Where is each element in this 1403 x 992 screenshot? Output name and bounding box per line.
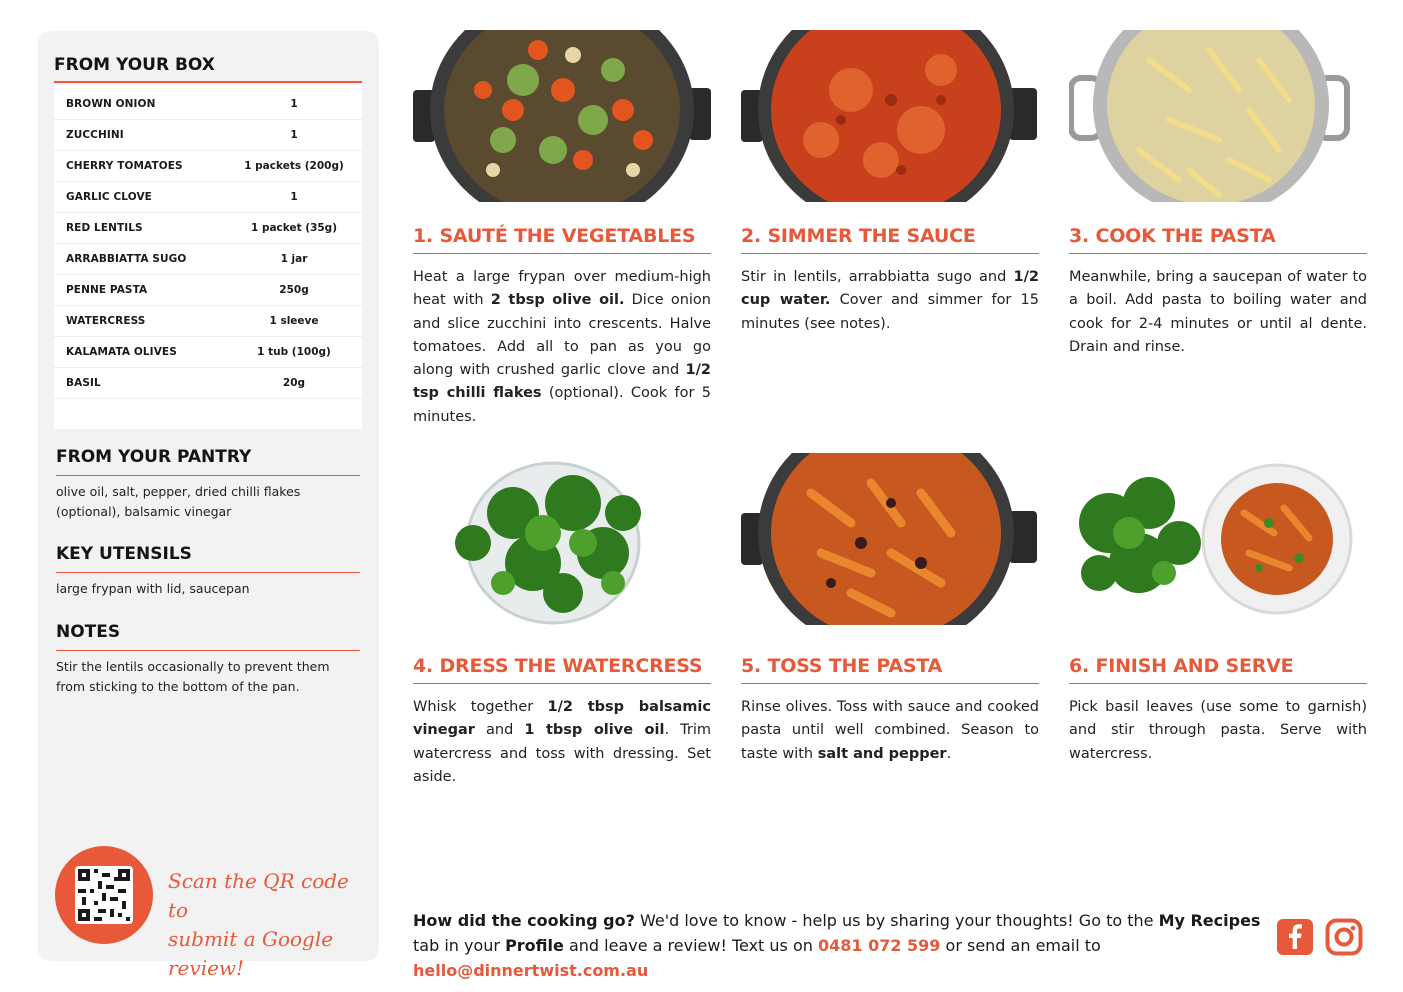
ingredient-row	[54, 244, 362, 275]
footer-text-segment: Profile	[505, 936, 564, 955]
ingredient-quantity: 1	[290, 98, 298, 110]
ingredient-quantity: 1 tub (100g)	[257, 346, 331, 358]
ingredient-name: BASIL	[66, 377, 101, 389]
ingredient-quantity: 1 jar	[280, 253, 308, 265]
ingredient-quantity: 1	[290, 191, 298, 203]
ingredient-name: CHERRY TOMATOES	[66, 160, 183, 172]
step-1-title: 1. SAUTÉ THE VEGETABLES	[413, 223, 711, 254]
cooked-pasta-image	[1069, 30, 1367, 202]
finished-dish-image	[1069, 453, 1367, 625]
instruction-segment: Dice onion and slice zucchini into crescents. Halve tomatoes. Add all to pan as you go along with crushed garlic clove and	[413, 292, 711, 379]
footer-text-segment: We'd love to know - help us by sharing your thoughts! Go to the	[634, 911, 1159, 930]
pantry-text: olive oil, salt, pepper, dried chilli flakes (optional), balsamic vinegar	[56, 484, 301, 519]
step-1-body	[413, 266, 711, 429]
qr-text-line-1: Scan the QR code to	[168, 869, 349, 922]
footer-text-segment: tab in your	[413, 936, 506, 955]
step-2-title: 2. SIMMER THE SAUCE	[741, 223, 1039, 254]
notes-heading: NOTES	[56, 620, 360, 651]
ingredient-row	[54, 337, 362, 368]
step-5-title: 5. TOSS THE PASTA	[741, 653, 1039, 684]
footer-text-segment: My Recipes	[1158, 911, 1261, 930]
ingredient-row	[54, 89, 362, 120]
bold-instruction-segment: 1/2 tbsp balsamic vinegar	[413, 699, 711, 739]
sauteed-vegetables-image	[413, 30, 711, 202]
step-5	[741, 653, 1039, 766]
ingredient-row	[54, 368, 362, 399]
ingredient-row	[54, 306, 362, 337]
bold-instruction-segment: 1/2 tsp chilli flakes	[413, 362, 711, 402]
step-6-title: 6. FINISH AND SERVE	[1069, 653, 1367, 684]
bold-instruction-segment: 1/2 cup water.	[741, 269, 1039, 309]
step-4-body	[413, 696, 711, 789]
ingredient-row	[54, 182, 362, 213]
ingredient-quantity: 1 packets (200g)	[244, 160, 344, 172]
step-4-title: 4. DRESS THE WATERCRESS	[413, 653, 711, 684]
ingredient-row	[54, 275, 362, 306]
ingredient-row	[54, 213, 362, 244]
ingredient-name: PENNE PASTA	[66, 284, 148, 296]
ingredient-name: KALAMATA OLIVES	[66, 346, 177, 358]
instruction-segment: .	[946, 745, 952, 762]
bold-instruction-segment: 1 tbsp olive oil	[524, 722, 665, 739]
bold-instruction-segment: salt and pepper	[817, 745, 947, 762]
key-utensils-heading: KEY UTENSILS	[56, 542, 360, 573]
step-3-title: 3. COOK THE PASTA	[1069, 223, 1367, 254]
step-5-body	[741, 696, 1039, 766]
from-your-box-section	[54, 53, 362, 429]
notes-text: Stir the lentils occasionally to prevent them from sticking to the bottom of the pan.	[56, 659, 330, 694]
instruction-segment: . Trim watercress and toss with dressing. Set aside.	[413, 722, 712, 785]
instagram-icon[interactable]	[1325, 918, 1363, 956]
from-your-box-heading: FROM YOUR BOX	[54, 53, 362, 83]
ingredient-quantity: 1	[290, 129, 298, 141]
from-your-pantry-section	[56, 445, 360, 522]
step-2	[741, 223, 1039, 336]
instruction-segment: Meanwhile, bring a saucepan of water to a boil. Add pasta to boiling water and cook for 2-4 minutes or until al dente. Drain and rinse.	[1069, 269, 1367, 355]
instruction-segment: Heat a large frypan over medium-high heat with	[413, 269, 711, 309]
ingredient-row	[54, 151, 362, 182]
qr-review-callout	[168, 867, 368, 983]
footer-text-segment: How did the cooking go?	[413, 911, 635, 930]
simmering-sauce-image	[741, 30, 1039, 202]
instruction-segment: Stir in lentils, arrabbiatta sugo and	[741, 269, 1014, 285]
ingredient-name: WATERCRESS	[66, 315, 146, 327]
tossed-pasta-image	[741, 453, 1039, 625]
step-1	[413, 223, 711, 429]
ingredient-quantity: 20g	[282, 377, 306, 389]
instruction-segment: Whisk together	[413, 699, 548, 715]
step-4	[413, 653, 711, 789]
utensils-text: large frypan with lid, saucepan	[56, 581, 250, 596]
instruction-segment: Pick basil leaves (use some to garnish) and stir through pasta. Serve with watercress.	[1069, 699, 1367, 762]
instruction-segment: Cover and simmer for 15 minutes (see notes).	[741, 292, 1039, 332]
from-your-pantry-heading: FROM YOUR PANTRY	[56, 445, 360, 476]
footer-text-segment: and leave a review! Text us on	[563, 936, 818, 955]
ingredient-quantity: 1 packet (35g)	[250, 222, 337, 234]
notes-section	[56, 620, 360, 697]
ingredient-name: ZUCCHINI	[66, 129, 124, 141]
ingredient-row	[54, 120, 362, 151]
bold-instruction-segment: 2 tbsp olive oil.	[490, 292, 625, 309]
key-utensils-section	[56, 542, 360, 599]
ingredient-name: RED LENTILS	[66, 222, 143, 234]
step-2-body	[741, 266, 1039, 336]
step-6	[1069, 653, 1367, 766]
instruction-segment: (optional). Cook for 5 minutes.	[413, 385, 711, 425]
ingredient-name: BROWN ONION	[66, 98, 156, 110]
phone-number-link[interactable]: 0481 072 599	[817, 936, 941, 955]
ingredient-name: GARLIC CLOVE	[66, 191, 152, 203]
instruction-segment: and	[474, 722, 525, 739]
ingredient-quantity: 250g	[279, 284, 309, 296]
facebook-icon[interactable]	[1276, 918, 1314, 956]
step-6-body	[1069, 696, 1367, 766]
ingredients-sidebar	[38, 31, 379, 980]
qr-code-badge[interactable]	[55, 846, 153, 944]
footer-text-segment: or send an email to	[940, 936, 1101, 955]
review-request-footer	[413, 908, 1273, 983]
instruction-segment: Rinse olives. Toss with sauce and cooked pasta until well combined. Season to taste with	[741, 699, 1039, 762]
email-link[interactable]: hello@dinnertwist.com.au	[413, 961, 649, 980]
step-3	[1069, 223, 1367, 359]
step-3-body	[1069, 266, 1367, 359]
watercress-salad-image	[413, 453, 711, 625]
qr-text-line-2: submit a Google review!	[168, 927, 334, 980]
ingredient-name: ARRABBIATTA SUGO	[66, 253, 187, 265]
ingredient-quantity: 1 sleeve	[269, 315, 319, 327]
qr-code-icon[interactable]	[75, 866, 133, 924]
ingredients-table	[54, 85, 362, 429]
